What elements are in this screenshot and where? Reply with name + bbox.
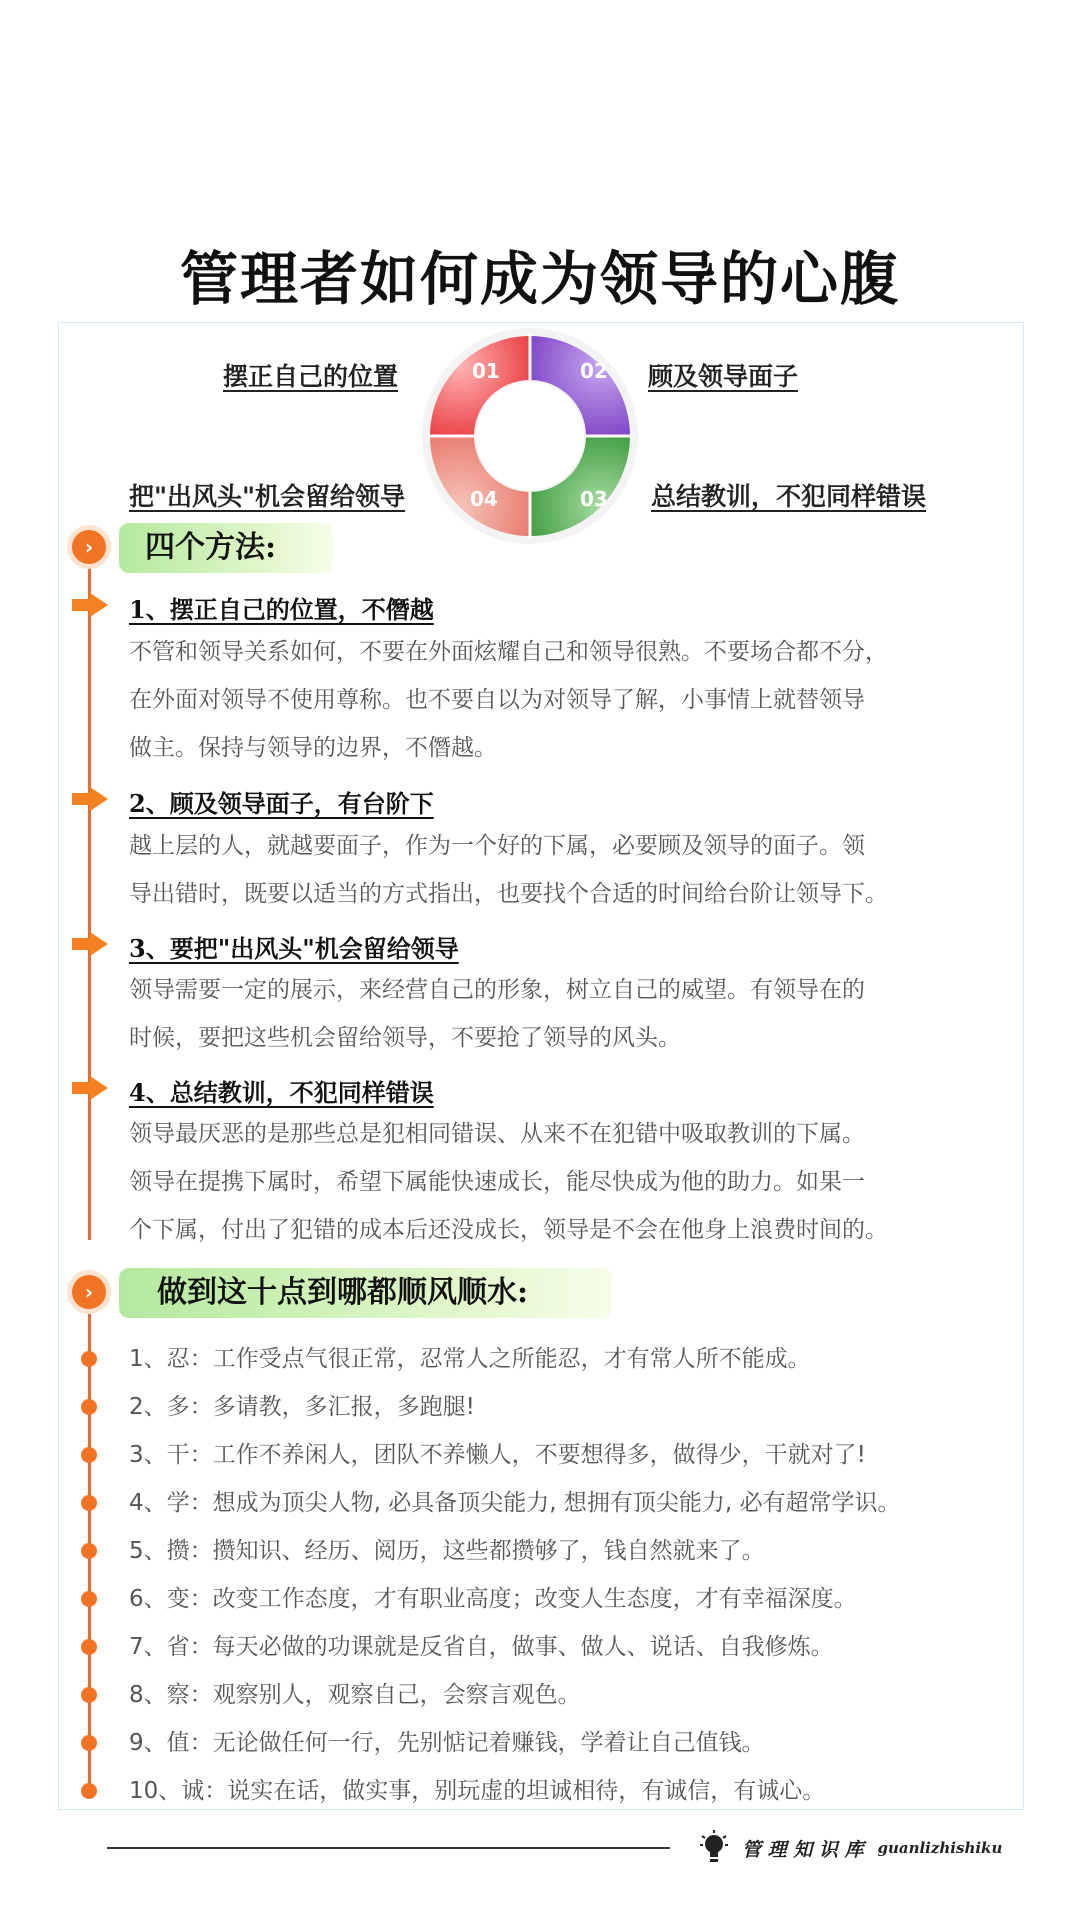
lightbulb-icon xyxy=(700,1830,728,1866)
point-bullet-icon xyxy=(81,1543,97,1559)
point-bullet-icon xyxy=(81,1783,97,1799)
point-bullet-icon xyxy=(81,1495,97,1511)
method-title-4: 4、总结教训，不犯同样错误 xyxy=(129,1078,434,1107)
point-item: 10、诚：说实在话，做实事，别玩虚的坦诚相待，有诚信，有诚心。 xyxy=(129,1778,826,1804)
timeline-line-1 xyxy=(88,560,91,1240)
section-heading-ten-points: 做到这十点到哪都顺风顺水: xyxy=(119,1268,612,1318)
method-body-4: 领导最厌恶的是那些总是犯相同错误、从来不在犯错中吸取教训的下属。 领导在提携下属时，希望下属能快速成长，能尽快成为他的助力。如果一 个下属，付出了犯错的成本后还没成长，领导是不会在他身上浪费时间的。 xyxy=(129,1121,888,1243)
method-title-1: 1、摆正自己的位置，不僭越 xyxy=(129,595,434,624)
summary-label-1: 摆正自己的位置 xyxy=(223,362,399,391)
point-bullet-icon xyxy=(81,1591,97,1607)
summary-ring-diagram xyxy=(420,326,640,546)
point-item: 7、省：每天必做的功课就是反省自，做事、做人、说话、自我修炼。 xyxy=(129,1634,834,1660)
arrow-icon xyxy=(72,787,108,811)
summary-label-4: 把"出风头"机会留给领导 xyxy=(129,482,406,511)
point-item: 4、学：想成为顶尖人物, 必具备顶尖能力, 想拥有顶尖能力, 必有超常学识。 xyxy=(129,1490,901,1516)
summary-label-2: 顾及领导面子 xyxy=(648,362,799,391)
ring-number-02: 02 xyxy=(580,359,608,383)
ring-number-04: 04 xyxy=(470,487,498,511)
arrow-icon xyxy=(72,593,108,617)
point-bullet-icon xyxy=(81,1735,97,1751)
method-body-1: 不管和领导关系如何，不要在外面炫耀自己和领导很熟。不要场合都不分， 在外面对领导不使用尊称。也不要自以为对领导了解，小事情上就替领导 做主。保持与领导的边界，不僭越。 xyxy=(129,639,888,761)
point-item: 3、干：工作不养闲人，团队不养懒人，不要想得多，做得少，干就对了! xyxy=(129,1442,866,1468)
summary-label-3: 总结教训，不犯同样错误 xyxy=(651,482,927,511)
point-bullet-icon xyxy=(81,1447,97,1463)
arrow-icon xyxy=(72,932,108,956)
brand-name-en: guanlizhishiku xyxy=(877,1839,1003,1857)
section-bullet-icon: › xyxy=(72,530,106,564)
method-title-2: 2、顾及领导面子，有台阶下 xyxy=(129,789,434,818)
footer-divider xyxy=(107,1847,670,1849)
section-heading-methods: 四个方法: xyxy=(119,523,333,573)
method-body-3: 领导需要一定的展示，来经营自己的形象，树立自己的威望。有领导在的 时候，要把这些机会留给领导，不要抢了领导的风头。 xyxy=(129,977,865,1051)
point-item: 9、值：无论做任何一行，先别惦记着赚钱，学着让自己值钱。 xyxy=(129,1730,765,1756)
method-title-3: 3、要把"出风头"机会留给领导 xyxy=(129,934,459,963)
footer-brand xyxy=(700,1830,1002,1866)
point-bullet-icon xyxy=(81,1639,97,1655)
arrow-icon xyxy=(72,1076,108,1100)
ring-number-01: 01 xyxy=(472,359,500,383)
ring-number-03: 03 xyxy=(580,487,608,511)
point-item: 5、攒：攒知识、经历、阅历，这些都攒够了，钱自然就来了。 xyxy=(129,1538,765,1564)
brand-name-cn: 管 理 知 识 库 xyxy=(742,1838,864,1861)
method-body-2: 越上层的人，就越要面子，作为一个好的下属，必要顾及领导的面子。领 导出错时，既要以适当的方式指出，也要找个合适的时间给台阶让领导下。 xyxy=(129,833,888,907)
point-bullet-icon xyxy=(81,1687,97,1703)
point-item: 2、多：多请教，多汇报，多跑腿! xyxy=(129,1394,475,1420)
point-item: 1、忍：工作受点气很正常，忍常人之所能忍，才有常人所不能成。 xyxy=(129,1346,811,1372)
point-item: 6、变：改变工作态度，才有职业高度；改变人生态度，才有幸福深度。 xyxy=(129,1586,857,1612)
page-title: 管理者如何成为领导的心腹 xyxy=(179,245,900,313)
point-item: 8、察：观察别人，观察自己，会察言观色。 xyxy=(129,1682,581,1708)
point-bullet-icon xyxy=(81,1399,97,1415)
point-bullet-icon xyxy=(81,1351,97,1367)
section-bullet-icon: › xyxy=(72,1275,106,1309)
